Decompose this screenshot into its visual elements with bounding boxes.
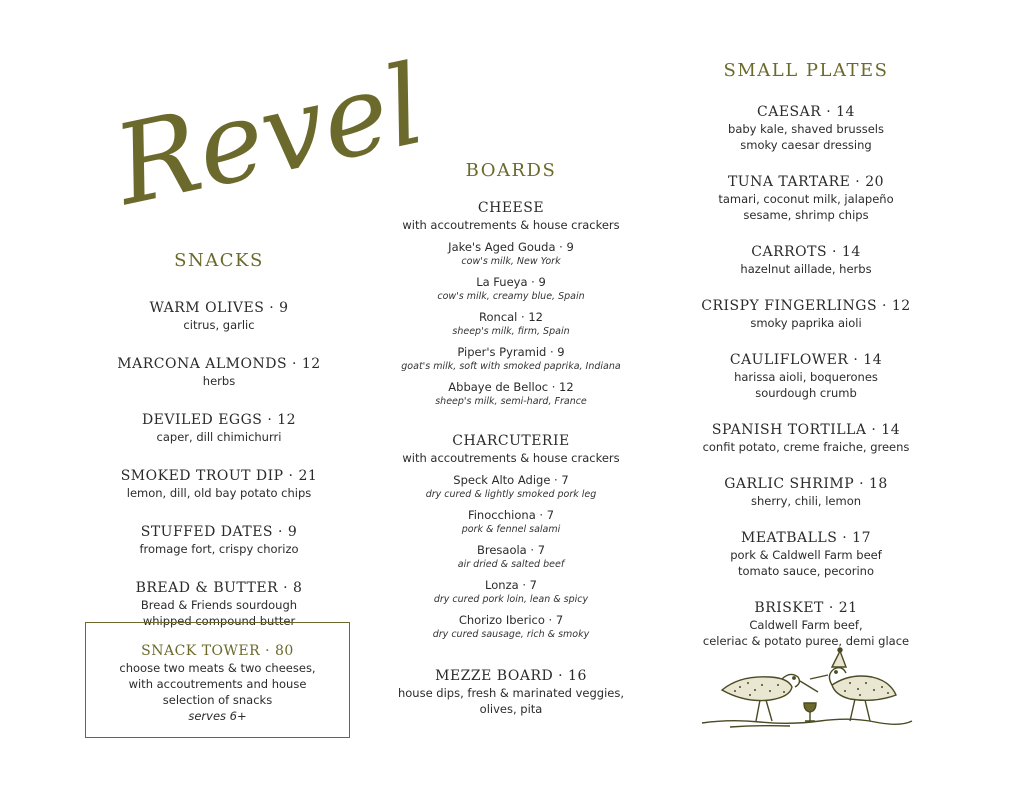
charcuterie-entry [370,613,652,641]
tower-desc: with accoutrements and house [128,677,307,691]
entry-note: goat's milk, soft with smoked paprika, Indiana [401,361,621,372]
item-desc: tamari, coconut milk, jalapeño [718,192,894,206]
item-name: WARM OLIVES · 9 [149,300,289,316]
cheese-title: CHEESE [477,200,545,216]
entry-name: La Fueya · 9 [476,275,546,289]
menu-item [80,355,358,389]
boards-title: BOARDS [465,160,557,181]
item-name: BRISKET · 21 [754,600,858,616]
charcuterie-desc: with accoutrements & house crackers [402,451,620,465]
entry-name: Abbaye de Belloc · 12 [448,380,574,394]
menu-item [80,411,358,445]
menu-item [676,599,936,649]
cheese-entry [370,345,652,373]
tower-desc: choose two meats & two cheeses, [119,661,316,675]
item-name: SPANISH TORTILLA · 14 [711,422,901,438]
entry-note: sheep's milk, firm, Spain [452,326,570,337]
item-desc: sesame, shrimp chips [743,208,869,222]
charcuterie-entry [370,578,652,606]
item-desc: smoky paprika aioli [750,316,862,330]
item-name: MEZZE BOARD · 16 [435,668,587,684]
tower-note: serves 6+ [188,709,247,723]
menu-item [676,103,936,153]
item-name: CAESAR · 14 [757,104,855,120]
entry-name: Chorizo Iberico · 7 [458,613,564,627]
item-name: BREAD & BUTTER · 8 [135,580,303,596]
birds-illustration [700,645,915,730]
item-desc: pork & Caldwell Farm beef [730,548,882,562]
item-desc: Bread & Friends sourdough [140,598,298,612]
small-plates-title: SMALL PLATES [723,60,889,81]
item-desc: tomato sauce, pecorino [737,564,874,578]
item-desc: house dips, fresh & marinated veggies, [397,686,625,700]
menu-item [676,243,936,277]
entry-name: Bresaola · 7 [476,543,546,557]
entry-note: pork & fennel salami [461,524,561,535]
item-desc: herbs [202,374,236,388]
cheese-desc: with accoutrements & house crackers [402,218,620,232]
entry-name: Lonza · 7 [485,578,537,592]
entry-note: dry cured & lightly smoked pork leg [425,489,597,500]
menu-item [370,667,652,717]
item-desc: baby kale, shaved brussels [728,122,884,136]
menu-item [676,475,936,509]
item-desc: sourdough crumb [755,386,857,400]
entry-name: Finocchiona · 7 [467,508,555,522]
item-desc: caper, dill chimichurri [156,430,282,444]
tower-name: SNACK TOWER · 80 [141,643,294,659]
svg-text:Revel: Revel [104,40,435,230]
charcuterie-entry [370,543,652,571]
menu-item [676,421,936,455]
item-desc: sherry, chili, lemon [750,494,862,508]
item-name: DEVILED EGGS · 12 [141,412,297,428]
item-desc: confit potato, creme fraiche, greens [702,440,910,454]
menu-item [676,351,936,401]
item-name: CAULIFLOWER · 14 [729,352,883,368]
item-name: SMOKED TROUT DIP · 21 [120,468,318,484]
entry-note: sheep's milk, semi-hard, France [435,396,587,407]
charcuterie-entry [370,473,652,501]
item-name: STUFFED DATES · 9 [140,524,298,540]
menu-item [80,467,358,501]
entry-note: dry cured sausage, rich & smoky [432,629,590,640]
item-name: CARROTS · 14 [751,244,861,260]
item-desc: whipped compound butter [142,614,296,628]
item-desc: citrus, garlic [183,318,255,332]
boards-section [370,160,652,717]
item-desc: Caldwell Farm beef, [749,618,863,632]
entry-name: Roncal · 12 [479,310,543,324]
entry-name: Speck Alto Adige · 7 [453,473,569,487]
entry-note: air dried & salted beef [457,559,565,570]
snacks-section [80,250,358,629]
cheese-entry [370,380,652,408]
item-name: TUNA TARTARE · 20 [727,174,885,190]
item-name: MEATBALLS · 17 [741,530,871,546]
menu-item [676,297,936,331]
entry-name: Piper's Pyramid · 9 [457,345,565,359]
cheese-entry [370,310,652,338]
item-desc: olives, pita [479,702,543,716]
cheese-entry [370,240,652,268]
tower-desc: selection of snacks [162,693,273,707]
snacks-title: SNACKS [174,250,264,271]
charcuterie-entry [370,508,652,536]
menu-item [676,529,936,579]
snack-tower-box [85,622,350,738]
item-desc: fromage fort, crispy chorizo [139,542,299,556]
entry-note: cow's milk, creamy blue, Spain [437,291,585,302]
cheese-entry [370,275,652,303]
charcuterie-title: CHARCUTERIE [452,433,570,449]
entry-note: cow's milk, New York [461,256,561,267]
item-desc: harissa aioli, boquerones [734,370,878,384]
menu-item [80,523,358,557]
item-desc: hazelnut aillade, herbs [740,262,872,276]
item-desc: smoky caesar dressing [740,138,872,152]
item-desc: lemon, dill, old bay potato chips [126,486,312,500]
small-plates-section [676,60,936,649]
entry-name: Jake's Aged Gouda · 9 [448,240,574,254]
item-name: GARLIC SHRIMP · 18 [724,476,888,492]
item-desc: celeriac & potato puree, demi glace [702,634,910,648]
menu-item [80,299,358,333]
item-name: CRISPY FINGERLINGS · 12 [701,298,911,314]
entry-note: dry cured pork loin, lean & spicy [433,594,589,605]
revel-logo [104,40,435,230]
menu-item [676,173,936,223]
item-name: MARCONA ALMONDS · 12 [117,356,321,372]
